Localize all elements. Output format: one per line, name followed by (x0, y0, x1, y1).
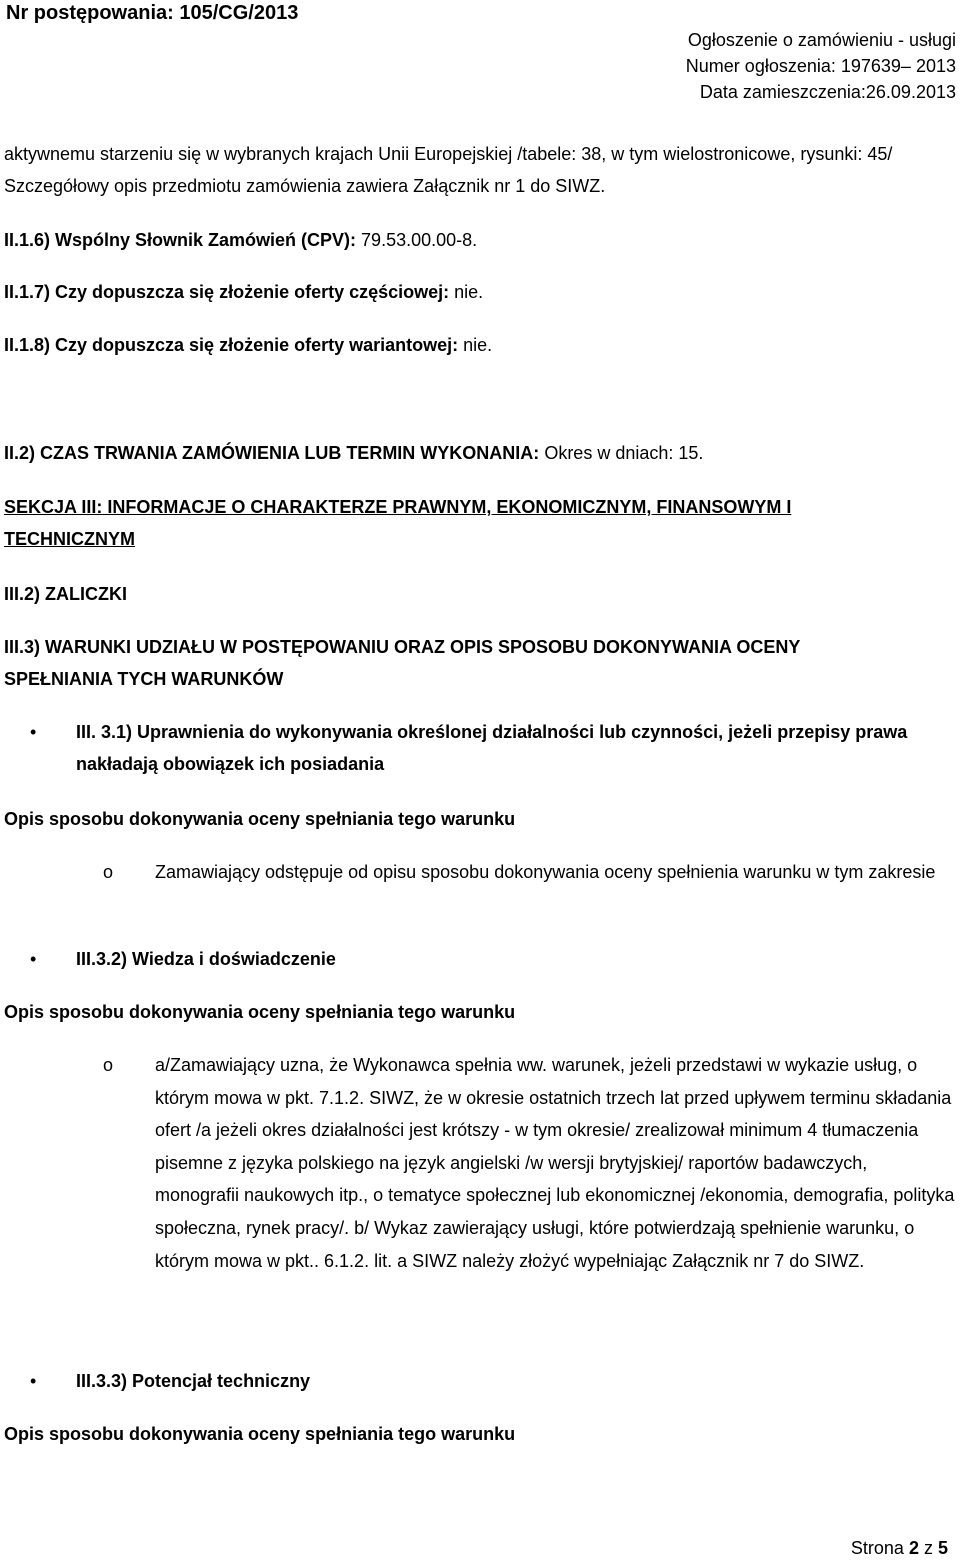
variant-offer-value: nie. (458, 335, 493, 355)
sub-bullet-icon: o (103, 862, 114, 882)
duration-value: Okres w dniach: 15. (539, 443, 704, 463)
advances-heading: III.2) ZALICZKI (4, 584, 127, 604)
item-3-1-title: III. 3.1) Uprawnienia do wykonywania określonej działalności lub czynności, jeżeli przepisy prawa nakładają obowiązek ich posiadania (76, 722, 908, 774)
partial-offer-value: nie. (449, 282, 484, 302)
notice-number: Numer ogłoszenia: 197639– 2013 (685, 56, 956, 76)
assessment-heading-2: Opis sposobu dokonywania oceny spełniania tego warunku (4, 1002, 516, 1022)
item-3-1-sub: Zamawiający odstępuje od opisu sposobu dokonywania oceny spełnienia warunku w tym zakresie (155, 862, 936, 882)
page-number-separator: z (918, 1538, 938, 1558)
item-3-3-title: III.3.3) Potencjał techniczny (76, 1371, 311, 1391)
proceeding-number: Nr postępowania: 105/CG/2013 (6, 2, 299, 24)
section-iii-title-line1: SEKCJA III: INFORMACJE O CHARAKTERZE PRAWNYM, EKONOMICZNYM, FINANSOWYM I (4, 497, 792, 517)
item-3-2-sub: a/Zamawiający uzna, że Wykonawca spełnia ww. warunek, jeżeli przedstawi w wykazie usług, o którym mowa w pkt. 7.1.2. SIWZ, że w okresie ostatnich trzech lat przed upływem terminu składania ofert /a jeżeli okres działalności jest krótszy - w tym okresie/ zrealizował minimum 4 tłumaczenia pisemne z języka polskiego na język angielski /w wersji brytyjskiej/ raportów badawczych, monografii naukowych itp., o tematyce społecznej lub ekonomicznej /ekonomia, demografia, polityka społeczna, rynek pracy/. b/ Wykaz zawierający usługi, które potwierdzają spełnienie warunku, o którym mowa w pkt.. 6.1.2. lit. a SIWZ należy złożyć wypełniając Załącznik nr 7 do SIWZ. (155, 1055, 955, 1271)
item-3-2-title: III.3.2) Wiedza i doświadczenie (76, 949, 336, 969)
notice-info (686, 27, 956, 105)
cpv-value: 79.53.00.00-8. (356, 230, 478, 250)
bullet-icon: • (30, 949, 37, 969)
duration-label: II.2) CZAS TRWANIA ZAMÓWIENIA LUB TERMIN WYKONANIA: (4, 443, 540, 463)
page-total: 5 (937, 1538, 948, 1558)
conditions-heading-line2: SPEŁNIANIA TYCH WARUNKÓW (4, 669, 284, 689)
page-number-prefix: Strona (850, 1538, 909, 1558)
notice-type: Ogłoszenie o zamówieniu - usługi (687, 30, 956, 50)
partial-offer-label: II.1.7) Czy dopuszcza się złożenie oferty częściowej: (4, 282, 450, 302)
bullet-icon: • (30, 1371, 37, 1391)
page-current: 2 (908, 1538, 919, 1558)
partial-offer-line (4, 279, 483, 305)
intro-paragraph: aktywnemu starzeniu się w wybranych krajach Unii Europejskiej /tabele: 38, w tym wielostronicowe, rysunki: 45/ Szczegółowy opis przedmiotu zamówienia zawiera Załącznik nr 1 do SIWZ. (4, 144, 893, 196)
assessment-heading-3: Opis sposobu dokonywania oceny spełniania tego warunku (4, 1424, 516, 1444)
cpv-label: II.1.6) Wspólny Słownik Zamówień (CPV): (4, 230, 357, 250)
cpv-line (4, 227, 477, 253)
assessment-heading-1: Opis sposobu dokonywania oceny spełniania tego warunku (4, 809, 516, 829)
section-iii-title-line2: TECHNICZNYM (4, 529, 135, 549)
placement-date: Data zamieszczenia:26.09.2013 (699, 82, 956, 102)
conditions-heading-line1: III.3) WARUNKI UDZIAŁU W POSTĘPOWANIU ORAZ OPIS SPOSOBU DOKONYWANIA OCENY (4, 637, 801, 657)
variant-offer-label: II.1.8) Czy dopuszcza się złożenie oferty wariantowej: (4, 335, 459, 355)
sub-bullet-icon: o (103, 1055, 114, 1075)
bullet-icon: • (30, 722, 37, 742)
duration-line (4, 440, 703, 466)
variant-offer-line (4, 332, 492, 358)
page-number (851, 1536, 948, 1560)
